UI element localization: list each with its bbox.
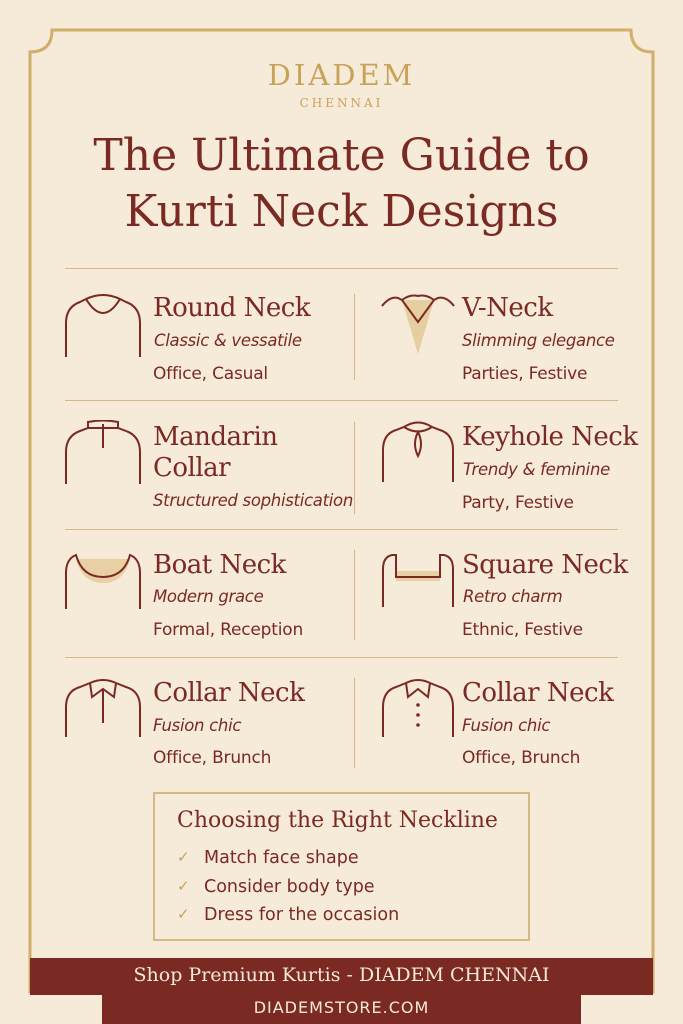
neckline-description: Fusion chic <box>153 716 242 735</box>
neckline-name: V-Neck <box>462 293 553 323</box>
keyhole-neck-icon <box>380 420 456 486</box>
neckline-occasions: Office, Brunch <box>153 748 272 768</box>
column-divider <box>354 294 355 380</box>
title-line-2: Kurti Neck Designs <box>124 186 559 237</box>
check-icon: ✓ <box>177 848 190 866</box>
neckline-name-line-1: Mandarin <box>153 422 278 452</box>
v-neck-icon <box>380 292 456 360</box>
tips-title: Choosing the Right Neckline <box>177 808 498 833</box>
mandarin-collar-icon <box>62 420 144 486</box>
neckline-occasions: Party, Festive <box>462 493 574 513</box>
neckline-occasions: Office, Brunch <box>462 748 581 768</box>
divider <box>65 529 618 530</box>
tip-text: Consider body type <box>204 877 375 897</box>
column-divider <box>354 550 355 640</box>
check-icon: ✓ <box>177 877 190 895</box>
tips-box <box>153 792 530 941</box>
collar-neck-buttons-icon <box>380 675 456 739</box>
neckline-description: Classic & vessatile <box>154 331 302 350</box>
title-line-1: The Ultimate Guide to <box>93 130 590 181</box>
tip-text: Dress for the occasion <box>204 905 400 925</box>
tip-text: Match face shape <box>204 848 359 868</box>
column-divider <box>354 422 355 514</box>
footer-cta[interactable]: Shop Premium Kurtis - DIADEM CHENNAI <box>133 964 550 986</box>
footer-url-link[interactable]: DIADEMSTORE.COM <box>253 998 430 1017</box>
neckline-name: Keyhole Neck <box>462 422 638 452</box>
neckline-name: Round Neck <box>153 293 311 323</box>
divider <box>65 268 618 269</box>
neckline-description: Structured sophistication <box>153 491 353 510</box>
neckline-description: Modern grace <box>153 587 264 606</box>
boat-neck-icon <box>62 549 144 611</box>
neckline-occasions: Office, Casual <box>153 364 268 384</box>
square-neck-icon <box>380 549 456 611</box>
neckline-name: Collar Neck <box>153 678 305 708</box>
neckline-occasions: Ethnic, Festive <box>462 620 583 640</box>
divider <box>65 657 618 658</box>
check-icon: ✓ <box>177 905 190 923</box>
neckline-description: Retro charm <box>463 587 563 606</box>
neckline-occasions: Formal, Reception <box>153 620 304 640</box>
column-divider <box>354 678 355 768</box>
brand-city: CHENNAI <box>299 96 384 110</box>
collar-neck-icon <box>62 675 144 739</box>
brand-logo-text: DIADEM <box>267 58 416 92</box>
neckline-name-line-2: Collar <box>153 453 231 483</box>
neckline-name: Square Neck <box>462 550 628 580</box>
page-title <box>40 128 643 240</box>
neckline-name: Boat Neck <box>153 550 286 580</box>
neckline-name <box>153 422 278 484</box>
round-neck-icon <box>62 293 144 359</box>
neckline-description: Fusion chic <box>462 716 551 735</box>
neckline-description: Trendy & feminine <box>463 460 610 479</box>
neckline-description: Slimming elegance <box>462 331 615 350</box>
divider <box>65 400 618 401</box>
neckline-occasions: Parties, Festive <box>462 364 588 384</box>
neckline-name: Collar Neck <box>462 678 614 708</box>
